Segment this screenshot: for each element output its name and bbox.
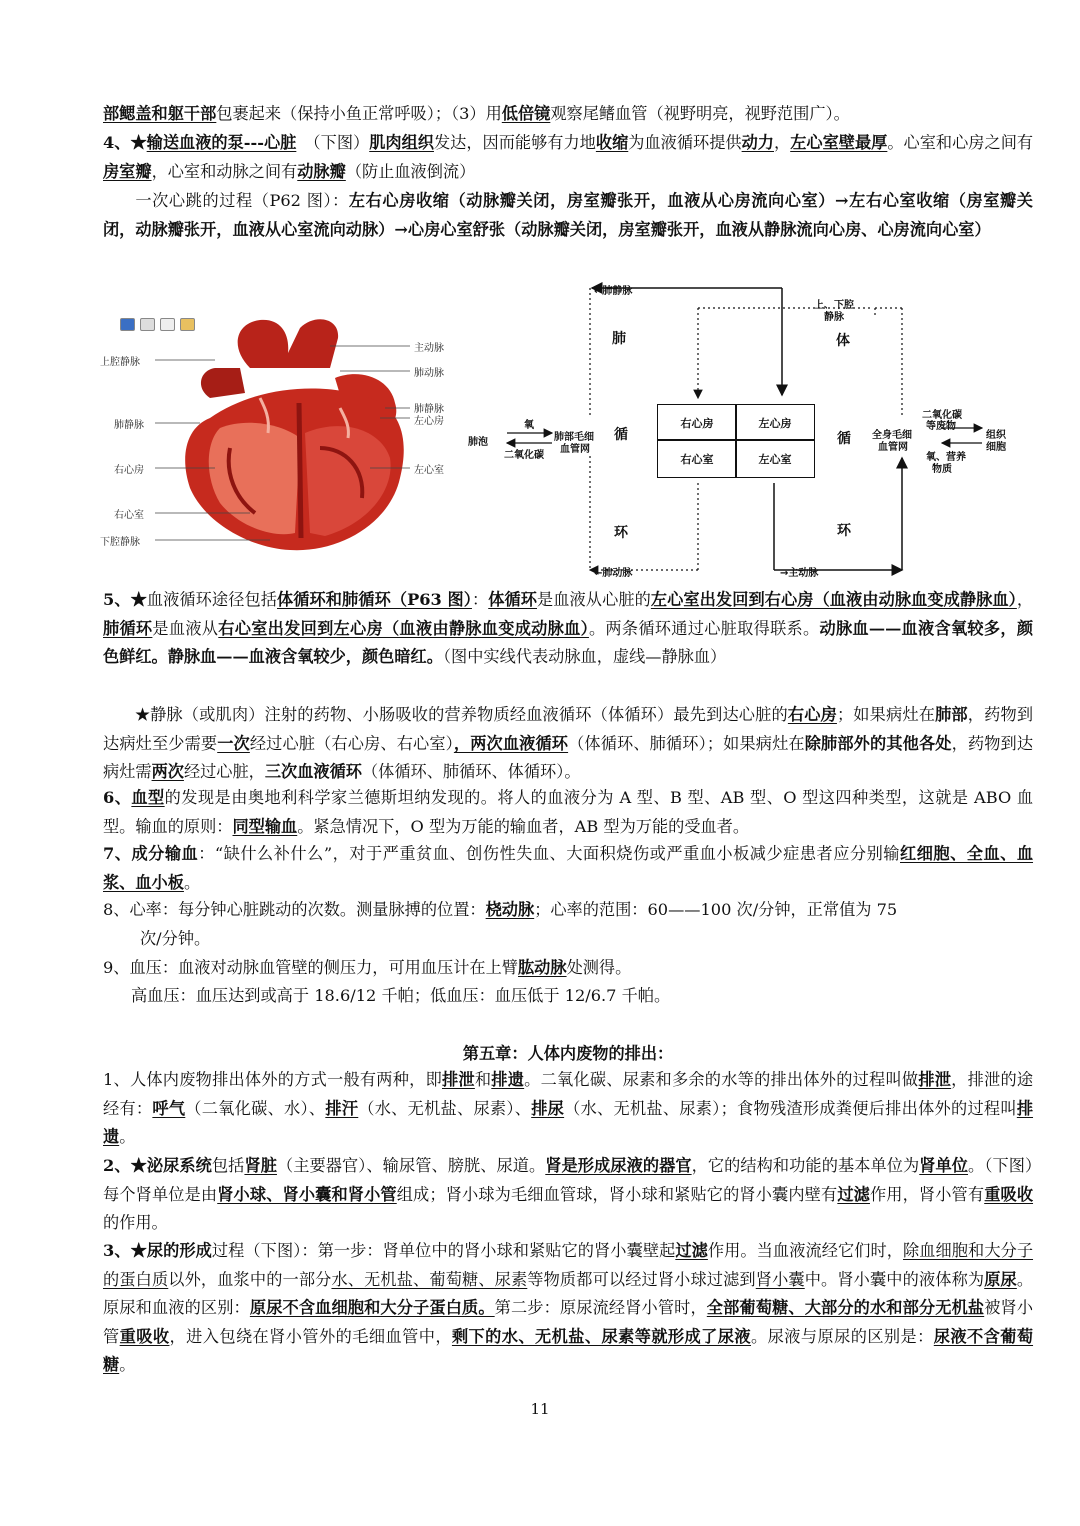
paragraph-item5 bbox=[103, 586, 1033, 672]
diag-tissue-1: 组织 bbox=[986, 430, 1006, 441]
paragraph-heartbeat bbox=[103, 187, 1033, 244]
c2-segment: ，它的结构和功能的基本单位为 bbox=[691, 1156, 920, 1175]
item5-segment: ， bbox=[1016, 590, 1034, 609]
item5-segment: 体循环和肺循环（P63 图） bbox=[277, 590, 472, 609]
label-pulmonary-vein: 肺静脉 bbox=[114, 420, 144, 431]
label-pulmonary-artery: 肺动脉 bbox=[414, 368, 444, 379]
item4-segment: 动力 bbox=[741, 133, 774, 152]
diag-body-char: 体 bbox=[836, 333, 850, 349]
c2-segment: 重吸收 bbox=[984, 1184, 1034, 1204]
c2-segment: 2、★ bbox=[103, 1156, 147, 1175]
item4-segment: 。心室和心房之间有 bbox=[887, 133, 1034, 152]
c1-segment: （二氧化碳、水）、 bbox=[185, 1098, 326, 1118]
item6-segment: 。紧急情况下，O 型为万能的输血者，AB 型为万能的受血者。 bbox=[297, 816, 750, 836]
c2-segment: 肾是形成尿液的器官 bbox=[545, 1156, 692, 1175]
diag-co2-lung: 二氧化碳 bbox=[504, 450, 544, 461]
item9-segment: 肱动脉 bbox=[518, 958, 567, 977]
diag-left-ventricle-box: 左心室 bbox=[735, 439, 815, 478]
item5-segment: 血液循环途径包括 bbox=[146, 590, 277, 609]
paragraph-item4 bbox=[103, 129, 1033, 186]
item7-segment: 7、成分输血 bbox=[103, 844, 199, 863]
item8-segment: 8、心率：每分钟心脏跳动的次数。测量脉搏的位置： bbox=[103, 900, 486, 919]
c1-segment: （水、无机盐、尿素）；食物残渣形成粪便后排出体外的过程叫 bbox=[564, 1098, 1017, 1118]
c2-segment: 泌尿系统 bbox=[146, 1156, 212, 1175]
item4-segment: 肌肉组织 bbox=[369, 133, 434, 152]
label-inferior-vena-cava: 下腔静脉 bbox=[100, 537, 140, 548]
c3-segment: 以外，血浆中的一部分 bbox=[168, 1269, 332, 1289]
diag-lung-capillary-2: 血管网 bbox=[560, 444, 590, 455]
c3-segment: 全部葡萄糖、大部分的水和部分无机盐 bbox=[706, 1298, 985, 1318]
item7-segment: 。 bbox=[183, 872, 201, 892]
diag-vena-cava-2: 静脉 bbox=[824, 312, 844, 323]
item4-segment: 收缩 bbox=[595, 133, 629, 152]
c1-segment: 排泄 bbox=[918, 1070, 952, 1089]
diag-aorta: →主动脉 bbox=[780, 568, 819, 579]
paragraph-item8-cont bbox=[103, 925, 1033, 954]
star_para-segment: 一次 bbox=[217, 733, 250, 753]
item6-segment: 的发现是由奥地利科学家兰德斯坦纳发现的。将人的血液分为 A 型、B 型、AB 型、O 型这四种类型，这就是 ABO 血型。输血的原则： bbox=[103, 788, 1034, 836]
item5-segment: 5、★ bbox=[103, 590, 147, 609]
star_para-segment: 经过心脏， bbox=[183, 762, 265, 782]
diag-right-atrium-box: 右心房 bbox=[657, 404, 737, 441]
item5-segment: 肺循环 bbox=[103, 618, 153, 638]
diag-xun-right: 循 bbox=[837, 431, 851, 447]
chapter-title: 第五章：人体内废物的排出： bbox=[462, 1044, 674, 1063]
c1-segment: 排尿 bbox=[531, 1098, 565, 1118]
paragraph-star-injection bbox=[103, 701, 1033, 787]
star_para-segment: ，两次血液循环 bbox=[453, 733, 569, 753]
c2-segment: 肾单位 bbox=[919, 1156, 969, 1175]
item8b-segment: 次/分钟。 bbox=[140, 929, 211, 948]
c2-segment: （主要器官）、输尿管、膀胱、尿道。 bbox=[276, 1156, 546, 1175]
star_para-segment: ；如果病灶在 bbox=[836, 705, 936, 724]
item6-segment: 同型输血 bbox=[232, 816, 298, 836]
item4-segment: 4、★ bbox=[103, 133, 147, 152]
item4-segment: （防止血液倒流） bbox=[345, 161, 476, 181]
c1-segment: （水、无机盐、尿素）、 bbox=[358, 1098, 532, 1118]
c3-segment: 第二步：原尿流经肾小管时， bbox=[494, 1298, 707, 1318]
item7-segment: 红细胞、全血、血浆、血小板 bbox=[103, 844, 1034, 892]
item5-segment: 体循环 bbox=[488, 590, 538, 609]
item8-segment: ；心率的范围：60——100 次/分钟，正常值为 75 bbox=[534, 900, 898, 919]
diag-huan-left: 环 bbox=[614, 525, 628, 541]
star_para-segment: （体循环、肺循环、体循环）。 bbox=[362, 762, 581, 782]
item9-segment: 9、血压：血液对动脉血管壁的侧压力，可用血压计在上臂 bbox=[103, 958, 518, 977]
c3-segment: 水、无机盐、葡萄糖、尿素 bbox=[331, 1269, 528, 1289]
item5-segment: 是血液从 bbox=[152, 618, 219, 638]
c2-segment: 作用，肾小管有 bbox=[869, 1184, 985, 1204]
star_para-segment: 三次血液循环 bbox=[264, 762, 362, 782]
c3-segment: 作用。当血液流经它们时， bbox=[707, 1241, 904, 1260]
star_para-segment: 肺部 bbox=[935, 705, 968, 724]
item4-segment: （下图） bbox=[296, 133, 370, 152]
item6-segment: 血型 bbox=[131, 788, 165, 807]
item5-segment: 。两条循环通过心脏取得联系。 bbox=[588, 618, 820, 638]
item5-segment: ： bbox=[471, 590, 489, 609]
label-left-atrium: 左心房 bbox=[414, 416, 444, 427]
c1-segment: 排泄 bbox=[442, 1070, 475, 1089]
line1-segment: 部鳃盖和躯干部 bbox=[103, 104, 217, 123]
item4-segment: ，心室和动脉之间有 bbox=[151, 161, 298, 181]
c3-segment: 重吸收 bbox=[119, 1326, 170, 1346]
item4-segment: 发达，因而能够有力地 bbox=[433, 133, 596, 152]
item5-segment: 左心室出发回到右心房（血液由动脉血变成静脉血） bbox=[650, 590, 1017, 609]
c3-segment: 3、★尿的形成 bbox=[103, 1241, 212, 1260]
diag-vena-cava-1: 上、下腔 bbox=[814, 300, 854, 311]
item4-segment: 动脉瓣 bbox=[297, 161, 346, 181]
circulation-diagram bbox=[462, 278, 1042, 582]
item9-segment: 处测得。 bbox=[566, 958, 632, 977]
page-number: 11 bbox=[530, 1400, 550, 1418]
diag-oxygen-nutrients: 氧、营养 bbox=[926, 452, 966, 463]
diag-pulmonary-vein: ←肺静脉 bbox=[594, 286, 633, 297]
c2-segment: 的作用。 bbox=[103, 1213, 168, 1233]
item9b-segment: 高血压：血压达到或高于 18.6/12 千帕；低血压：血压低于 12/6.7 千帕。 bbox=[131, 986, 671, 1005]
item4-segment: 左心室壁最厚 bbox=[790, 133, 888, 152]
c3-segment: 过程（下图）：第一步：肾单位中的肾小球和紧贴它的肾小囊壁起 bbox=[211, 1241, 676, 1260]
paragraph-c1 bbox=[103, 1066, 1033, 1152]
c2-segment: 。（下图）每个肾单位是由 bbox=[103, 1156, 1034, 1204]
c3-segment: 。原尿和血液的区别： bbox=[103, 1269, 1034, 1318]
label-superior-vena-cava: 上腔静脉 bbox=[100, 357, 140, 368]
c3-segment: 中。肾小囊中的液体称为 bbox=[804, 1269, 985, 1289]
label-right-ventricle: 右心室 bbox=[114, 510, 144, 521]
line1-segment: 低倍镜 bbox=[501, 104, 551, 123]
item4-segment: 为血液循环提供 bbox=[628, 133, 742, 152]
line1-segment: 包裹起来（保持小鱼正常呼吸）；（3）用 bbox=[216, 104, 502, 123]
c3-segment: 。 bbox=[119, 1355, 136, 1375]
star_para-segment: ，药物到达病灶至少需要 bbox=[103, 705, 1034, 753]
diag-body-capillary-2: 血管网 bbox=[878, 442, 908, 453]
c3-segment: ，进入包绕在肾小管外的毛细血管中， bbox=[169, 1326, 452, 1346]
heart-figure bbox=[100, 308, 470, 558]
star_para-segment: 两次 bbox=[151, 762, 184, 782]
c1-segment: 排遗 bbox=[491, 1070, 525, 1089]
diag-body-capillary-1: 全身毛细 bbox=[872, 430, 912, 441]
c1-segment: 。二氧化碳、尿素和多余的水等的排出体外的过程叫做 bbox=[524, 1070, 919, 1089]
diag-nutrients: 物质 bbox=[932, 464, 952, 475]
item4-segment: 输送血液的泵---心脏 bbox=[146, 133, 297, 152]
c3-segment: 肾小囊 bbox=[755, 1269, 805, 1289]
item8-segment: 桡动脉 bbox=[485, 900, 535, 919]
c2-segment: 组成；肾小球为毛细血管球，肾小球和紧贴它的肾小囊内壁有 bbox=[396, 1184, 838, 1204]
diag-right-ventricle-box: 右心室 bbox=[657, 439, 737, 478]
c2-segment: 肾小球、肾小囊和肾小管 bbox=[217, 1184, 397, 1204]
c3-segment: 。尿液与原尿的区别是： bbox=[751, 1326, 934, 1346]
star_para-segment: 右心房 bbox=[787, 705, 837, 724]
c2-segment: 包括 bbox=[211, 1156, 245, 1175]
diag-co2-body: 二氧化碳 bbox=[922, 410, 962, 421]
item7-segment: ：“缺什么补什么”，对于严重贫血、创伤性失血、大面积烧伤或严重血小板减少症患者应分别输 bbox=[198, 844, 900, 863]
paragraph-c2 bbox=[103, 1152, 1033, 1238]
diag-lung-char: 肺 bbox=[612, 331, 626, 347]
star_para-segment: 除肺部外的其他各处 bbox=[804, 733, 952, 753]
label-pulmonary-vein-right: 肺静脉 bbox=[414, 404, 444, 415]
c1-segment: 和 bbox=[474, 1070, 492, 1089]
diag-tissue-2: 细胞 bbox=[986, 442, 1006, 453]
c1-segment: 。 bbox=[119, 1127, 136, 1147]
c1-segment: ，排泄的途经有： bbox=[103, 1070, 1034, 1118]
line1-segment: 观察尾鳍血管（视野明亮，视野范围广）。 bbox=[550, 104, 850, 123]
diag-huan-right: 环 bbox=[837, 523, 851, 539]
c1-segment: 排遗 bbox=[103, 1098, 1034, 1147]
paragraph-item8 bbox=[103, 896, 1033, 925]
diag-xun-left: 循 bbox=[614, 427, 628, 443]
c3-segment: 等物质都可以经过肾小球过滤到 bbox=[527, 1269, 756, 1289]
c3-segment: 除血细胞和大分子的蛋白质 bbox=[103, 1241, 1034, 1289]
label-right-atrium: 右心房 bbox=[114, 465, 144, 476]
c1-segment: 呼气 bbox=[152, 1098, 186, 1118]
item4-segment: ， bbox=[774, 133, 791, 152]
item6-segment: 6、 bbox=[103, 788, 132, 807]
paragraph-item6 bbox=[103, 784, 1033, 841]
item5-segment: 动脉血——血液含氧较多，颜色鲜红。静脉血——血液含氧较少，颜色暗红。 bbox=[103, 618, 1034, 667]
heartbeat-segment: 一次心跳的过程（P62 图）： bbox=[135, 191, 349, 210]
star_para-segment: 经过心脏（右心房、右心室） bbox=[249, 733, 454, 753]
c3-segment: 尿液不含葡萄糖 bbox=[103, 1326, 1034, 1375]
item4-segment: 房室瓣 bbox=[103, 161, 152, 181]
c3-segment: 原尿不含血细胞和大分子蛋白质。 bbox=[249, 1298, 495, 1318]
c1-segment: 排汗 bbox=[325, 1098, 359, 1118]
c2-segment: 过滤 bbox=[837, 1184, 870, 1204]
diag-pulmonary-artery: ←肺动脉 bbox=[594, 568, 633, 579]
star_para-segment: （体循环、肺循环）；如果病灶在 bbox=[568, 733, 805, 753]
c2-segment: 肾脏 bbox=[244, 1156, 277, 1175]
paragraph-item9-cont bbox=[103, 982, 1033, 1011]
star_para-segment: 静脉（或肌肉）注射的药物、小肠吸收的营养物质经血液循环（体循环）最先到达心脏的 bbox=[150, 705, 788, 724]
diag-alveoli: 肺泡 bbox=[468, 437, 488, 448]
item5-segment: （图中实线代表动脉血，虚线—静脉血） bbox=[442, 647, 727, 667]
label-aorta: 主动脉 bbox=[414, 343, 444, 354]
item5-segment: 右心室出发回到左心房（血液由静脉血变成动脉血） bbox=[218, 618, 589, 638]
star_para-segment: ，药物到达病灶需 bbox=[103, 733, 1034, 782]
diag-oxygen: 氧 bbox=[524, 420, 534, 431]
paragraph-line1 bbox=[103, 100, 1033, 129]
c3-segment: 原尿 bbox=[984, 1269, 1017, 1289]
c3-segment: 被肾小管 bbox=[103, 1298, 1034, 1346]
paragraph-item7 bbox=[103, 840, 1033, 897]
diag-lung-capillary-1: 肺部毛细 bbox=[554, 432, 594, 443]
heartbeat-segment: 左右心房收缩（动脉瓣关闭，房室瓣张开，血液从心房流向心室）→左右心室收缩（房室瓣关闭，动脉瓣张开，血液从心室流向动脉）→心房心室舒张（动脉瓣关闭，房室瓣张开，血液从静脉流向心房、心房流向心室） bbox=[103, 191, 1033, 239]
paragraph-c3 bbox=[103, 1237, 1033, 1380]
c3-segment: 过滤 bbox=[675, 1241, 708, 1260]
diag-left-atrium-box: 左心房 bbox=[735, 404, 815, 441]
diag-waste: 等废物 bbox=[926, 421, 956, 432]
paragraph-item9 bbox=[103, 954, 1033, 983]
c3-segment: 剩下的水、无机盐、尿素等就形成了尿液 bbox=[451, 1326, 752, 1346]
item5-segment: 是血液从心脏的 bbox=[537, 590, 651, 609]
label-left-ventricle: 左心室 bbox=[414, 465, 444, 476]
c1-segment: 1、人体内废物排出体外的方式一般有两种，即 bbox=[103, 1070, 442, 1089]
star_para-segment: ★ bbox=[135, 705, 151, 724]
